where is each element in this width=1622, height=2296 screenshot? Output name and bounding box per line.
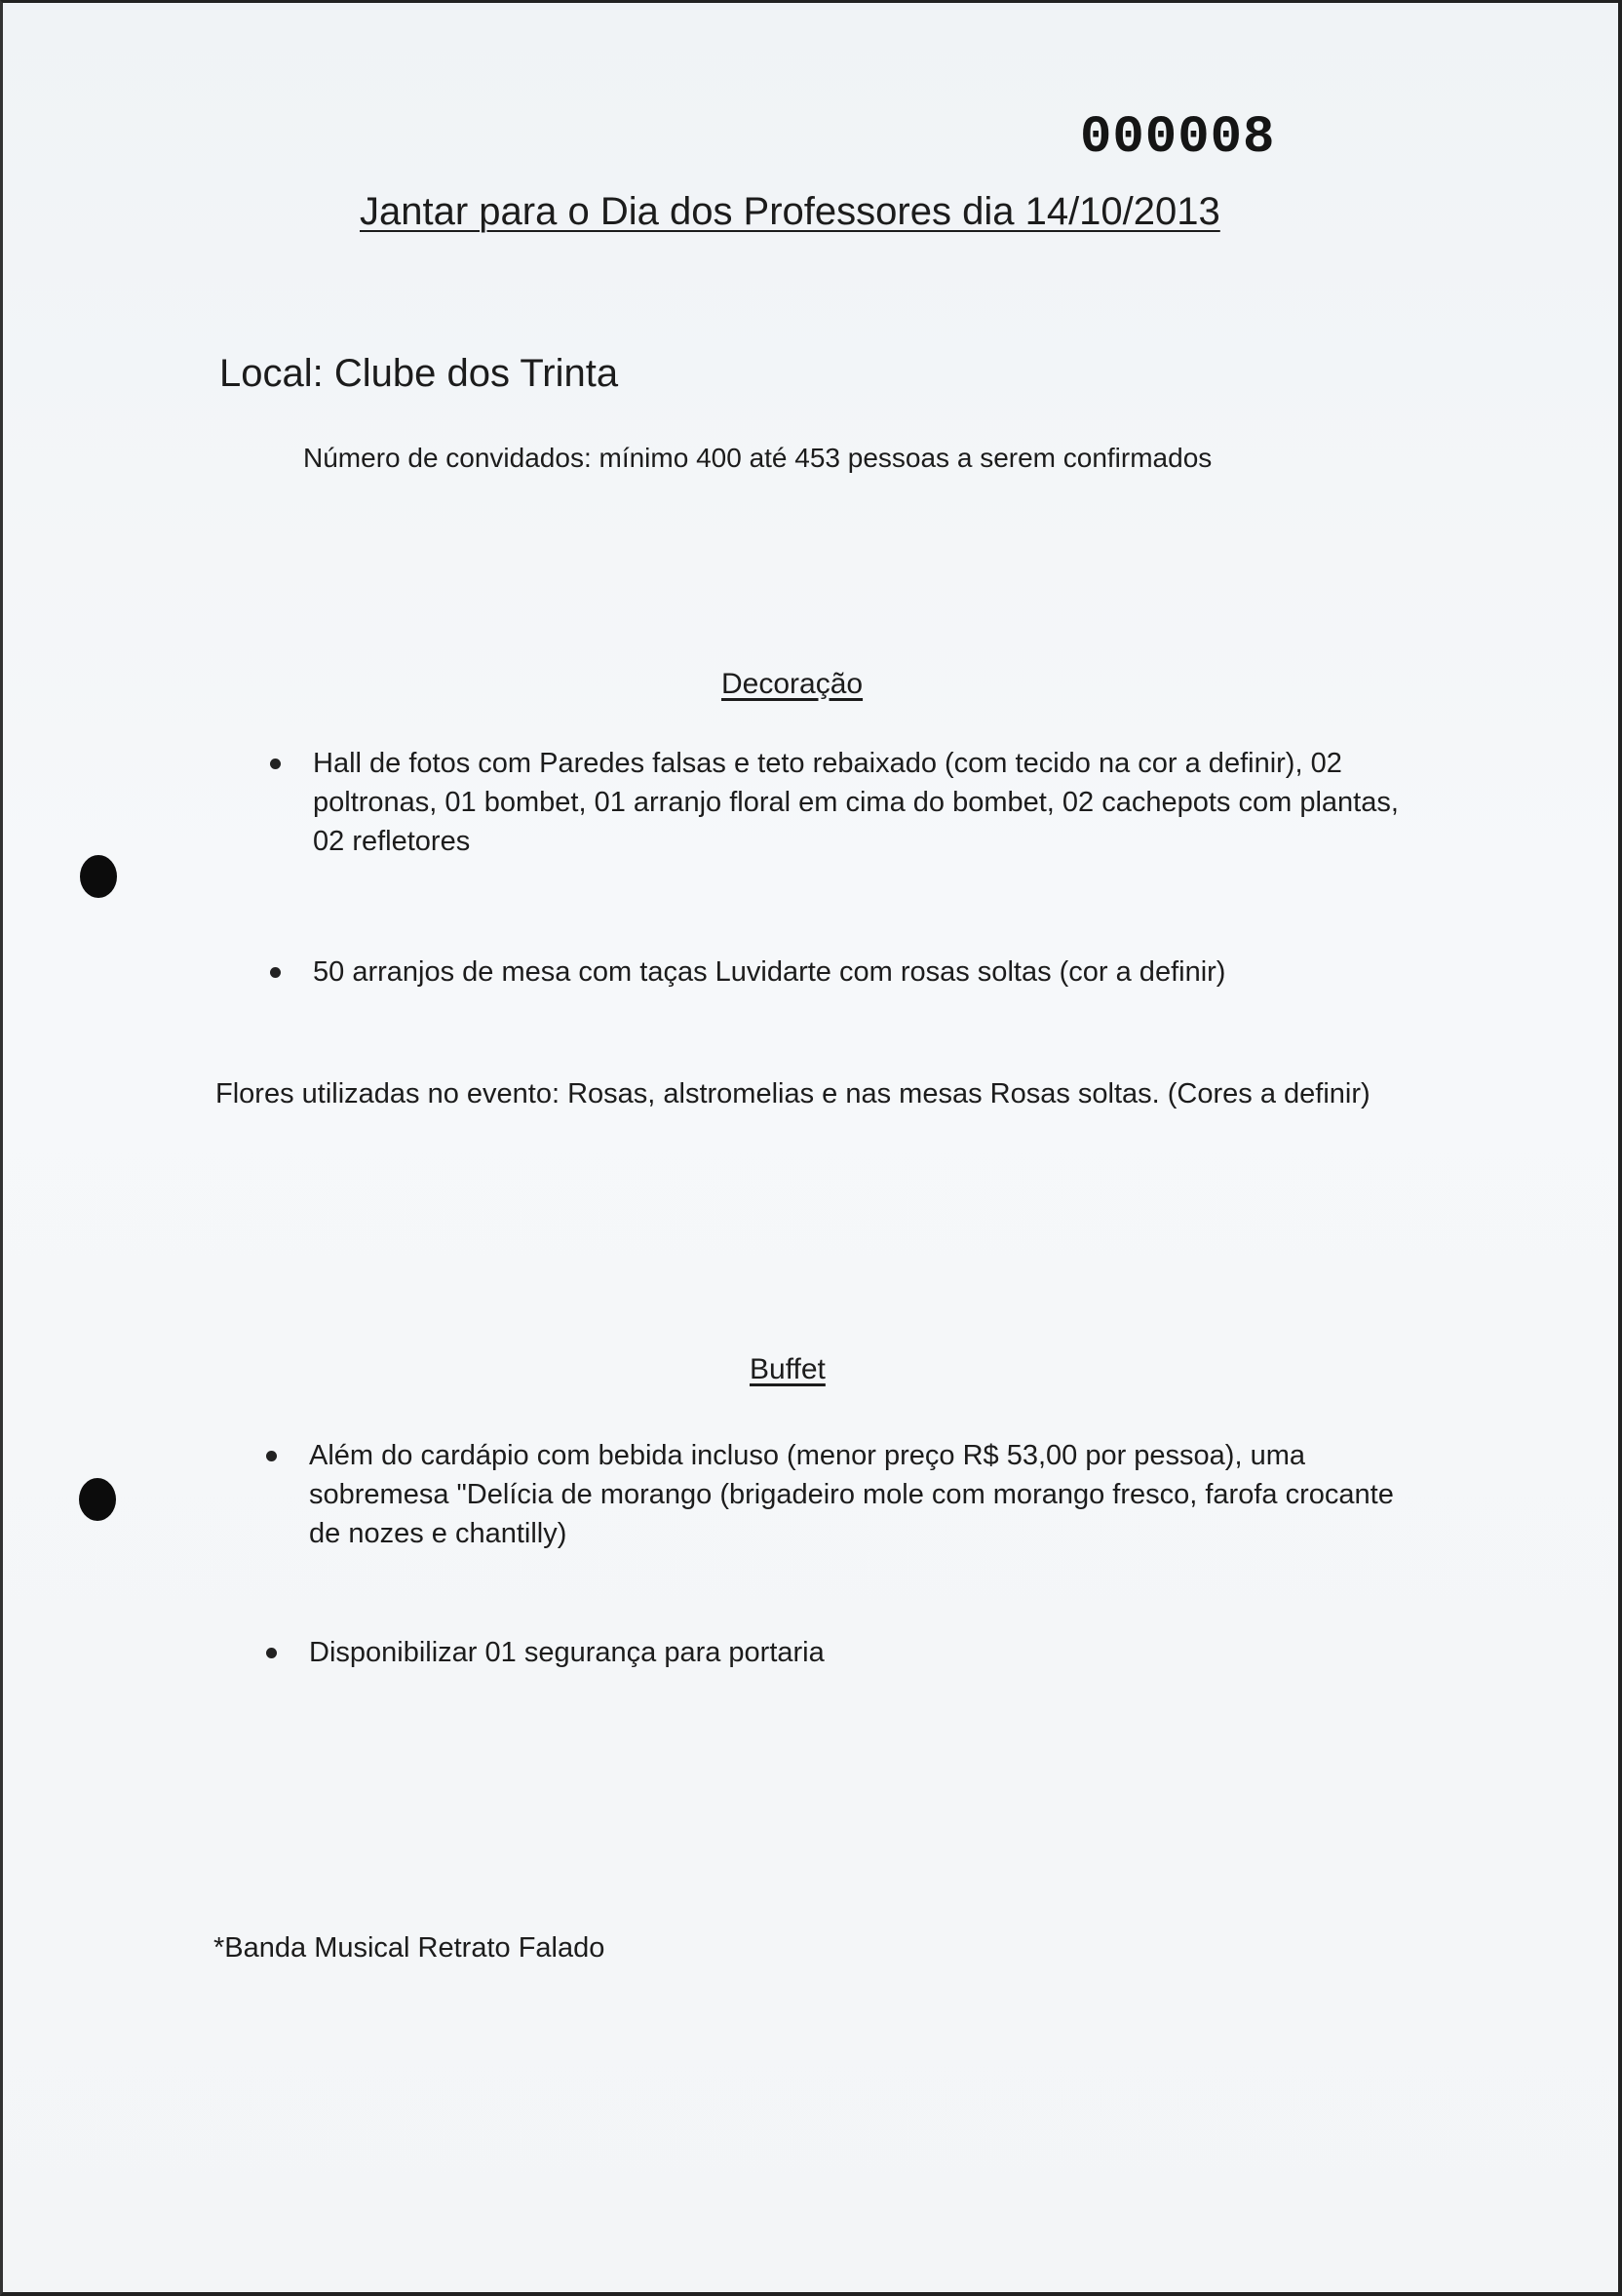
section-heading-buffet: Buffet <box>750 1353 826 1385</box>
list-item <box>309 1633 1430 1672</box>
bullet-icon <box>270 967 281 978</box>
section-heading-decoracao: Decoração <box>721 668 864 700</box>
list-item-text: Hall de fotos com Paredes falsas e teto rebaixado (com tecido na cor a definir), 02 poltronas, 01 bombet, 01 arranjo floral em cima do bombet, 02 cachepots com plantas, 02 refletores <box>313 748 1399 857</box>
list-item <box>309 1436 1430 1553</box>
band-note: *Banda Musical Retrato Falado <box>213 1932 605 1964</box>
list-item <box>313 953 1434 992</box>
list-item <box>313 744 1434 861</box>
punch-hole <box>79 1478 116 1521</box>
list-item-text: 50 arranjos de mesa com taças Luvidarte com rosas soltas (cor a definir) <box>313 956 1226 988</box>
flowers-paragraph: Flores utilizadas no evento: Rosas, alstromelias e nas mesas Rosas soltas. (Cores a definir) <box>215 1078 1371 1109</box>
bullet-icon <box>266 1648 277 1658</box>
bullet-icon <box>266 1451 277 1461</box>
bullet-icon <box>270 759 281 769</box>
guest-count-line: Número de convidados: mínimo 400 até 453 pessoas a serem confirmados <box>303 443 1213 473</box>
list-item-text: Disponibilizar 01 segurança para portaria <box>309 1637 825 1668</box>
list-item-text: Além do cardápio com bebida incluso (menor preço R$ 53,00 por pessoa), uma sobremesa "Delícia de morango (brigadeiro mole com morango fresco, farofa crocante de nozes e chantilly) <box>309 1440 1394 1549</box>
page-title: Jantar para o Dia dos Professores dia 14/10/2013 <box>360 190 1220 233</box>
stamp-number: 000008 <box>1080 108 1276 168</box>
location-line: Local: Clube dos Trinta <box>219 352 619 395</box>
punch-hole <box>80 855 117 898</box>
